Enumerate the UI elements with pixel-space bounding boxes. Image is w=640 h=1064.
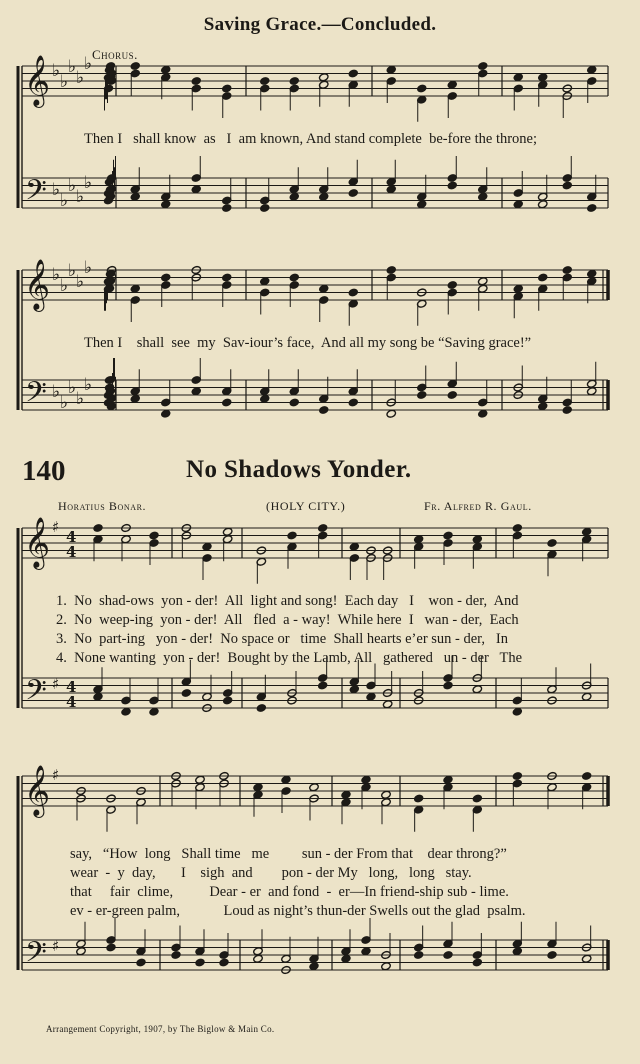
note-head <box>161 200 171 209</box>
chorus-lyric-line-1: Then I shall know as I am known, And stand complete be-fore the throne; <box>84 131 538 147</box>
note-head <box>161 273 171 282</box>
note-head <box>76 947 86 956</box>
note-head <box>547 950 557 959</box>
note-head <box>447 390 457 399</box>
note-head <box>348 288 358 297</box>
note-head <box>386 65 396 74</box>
note-head <box>587 269 597 278</box>
verse-4-line-2: ev - er-green palm, Loud as night’s thun-der Swells out the glad psalm. <box>70 903 526 919</box>
note-head <box>538 200 548 209</box>
note-head <box>381 962 391 971</box>
note-head <box>581 692 591 701</box>
note-head <box>260 394 270 403</box>
flat-icon: ♭ <box>68 176 77 196</box>
note-head <box>413 950 423 959</box>
note-head <box>562 405 572 414</box>
sharp-icon: ♯ <box>52 518 60 536</box>
note-head <box>202 542 212 551</box>
flat-icon: ♭ <box>52 382 61 402</box>
note-head <box>191 185 201 194</box>
note-head <box>413 794 423 803</box>
note-head <box>341 790 351 799</box>
note-head <box>413 535 423 544</box>
note-head <box>478 277 488 286</box>
note-head <box>222 696 232 705</box>
flat-icon: ♭ <box>68 57 77 77</box>
note-head <box>287 531 297 540</box>
note-head <box>130 192 140 201</box>
note-head <box>447 80 457 89</box>
note-head <box>538 73 548 82</box>
verse-1-line-2: say, “How long Shall time me sun - der From that dear throng?” <box>70 846 507 862</box>
verse-3-line-1: 3. No part-ing yon - der! No space or time Shall hearts e’er sun - der, In <box>56 631 509 647</box>
note-head <box>253 783 263 792</box>
note-head <box>181 688 191 697</box>
time-signature: 4 <box>66 678 77 696</box>
flat-icon: ♭ <box>60 191 69 211</box>
bass-clef-icon: 𝄢 <box>25 936 47 976</box>
note-head <box>260 76 270 85</box>
note-head <box>253 954 263 963</box>
note-head <box>106 943 116 952</box>
note-head <box>478 409 488 418</box>
note-head <box>417 84 427 93</box>
note-head <box>319 284 329 293</box>
note-head <box>130 394 140 403</box>
note-head <box>361 947 371 956</box>
note-head <box>309 962 319 971</box>
note-head <box>260 277 270 286</box>
note-head <box>319 73 329 82</box>
note-head <box>289 273 299 282</box>
note-head <box>478 192 488 201</box>
note-head <box>93 523 103 532</box>
note-head <box>443 681 453 690</box>
verse-4-line-1: 4. None wanting yon - der! Bought by the Lamb, All gathered un - der The <box>56 650 523 666</box>
note-head <box>386 409 396 418</box>
note-head <box>219 958 229 967</box>
note-head <box>361 775 371 784</box>
note-head <box>349 685 359 694</box>
note-head <box>149 707 159 716</box>
flat-icon: ♭ <box>76 389 85 409</box>
note-head <box>512 523 522 532</box>
note-head <box>443 775 453 784</box>
flat-icon: ♭ <box>76 68 85 88</box>
chorus-lyric-line-2: Then I shall see my Sav-iour’s face, And all my song be “Saving grace!” <box>84 335 532 351</box>
sharp-icon: ♯ <box>52 675 60 693</box>
note-head <box>381 790 391 799</box>
note-head <box>472 535 482 544</box>
flat-icon: ♭ <box>84 173 93 193</box>
note-head <box>319 192 329 201</box>
note-head <box>256 703 266 712</box>
bass-clef-icon: 𝄢 <box>25 674 47 714</box>
flat-icon: ♭ <box>76 272 85 292</box>
note-head <box>130 61 140 70</box>
note-head <box>478 61 488 70</box>
note-head <box>447 280 457 289</box>
note-head <box>472 958 482 967</box>
note-head <box>472 685 482 694</box>
note-head <box>472 794 482 803</box>
sharp-icon: ♯ <box>52 937 60 955</box>
flat-icon: ♭ <box>84 375 93 395</box>
hymn-title: No Shadows Yonder. <box>186 456 412 483</box>
note-head <box>191 387 201 396</box>
flat-icon: ♭ <box>60 276 69 296</box>
note-head <box>581 527 591 536</box>
hymn-number: 140 <box>22 455 66 487</box>
hymn-composer: Fr. Alfred R. Gaul. <box>424 499 532 513</box>
note-head <box>538 273 548 282</box>
note-head <box>547 538 557 547</box>
note-head <box>348 69 358 78</box>
bass-clef-icon: 𝄢 <box>25 376 47 416</box>
note-head <box>341 954 351 963</box>
note-head <box>93 692 103 701</box>
note-head <box>289 76 299 85</box>
note-head <box>289 398 299 407</box>
note-head <box>581 954 591 963</box>
note-head <box>348 398 358 407</box>
copyright-notice: Arrangement Copyright, 1907, by The Biglow & Main Co. <box>46 1024 275 1034</box>
note-head <box>195 958 205 967</box>
note-head <box>513 284 523 293</box>
note-head <box>161 65 171 74</box>
note-head <box>130 284 140 293</box>
note-head <box>562 181 572 190</box>
note-head <box>136 958 146 967</box>
note-head <box>348 188 358 197</box>
flat-icon: ♭ <box>60 72 69 92</box>
flat-icon: ♭ <box>52 265 61 285</box>
flat-icon: ♭ <box>52 61 61 81</box>
note-head <box>195 775 205 784</box>
verse-1-line-1: 1. No shad-ows yon - der! All light and song! Each day I won - der, And <box>56 593 519 609</box>
note-head <box>222 84 232 93</box>
note-head <box>382 700 392 709</box>
note-head <box>587 387 597 396</box>
note-head <box>222 203 232 212</box>
note-head <box>512 947 522 956</box>
flat-icon: ♭ <box>52 180 61 200</box>
flat-icon: ♭ <box>84 54 93 74</box>
note-head <box>447 181 457 190</box>
note-head <box>513 200 523 209</box>
note-head <box>260 203 270 212</box>
note-head <box>581 771 591 780</box>
treble-clef-icon: 𝄞 <box>24 765 51 816</box>
note-head <box>149 531 159 540</box>
time-signature: 4 <box>66 693 77 711</box>
note-head <box>443 950 453 959</box>
note-head <box>121 707 131 716</box>
verse-3-line-2: that fair clime, Dear - er and fond - er—In friend-ship sub - lime. <box>70 884 509 900</box>
verse-2-line-2: wear - y day, I sigh and pon - der My long, long stay. <box>70 865 472 881</box>
note-head <box>417 200 427 209</box>
note-head <box>319 405 329 414</box>
flat-icon: ♭ <box>76 187 85 207</box>
note-head <box>538 402 548 411</box>
note-head <box>281 775 291 784</box>
hymn-tune: (HOLY CITY.) <box>266 499 346 513</box>
note-head <box>349 542 359 551</box>
page-header-title: Saving Grace.—Concluded. <box>203 14 437 35</box>
note-head <box>222 273 232 282</box>
time-signature: 4 <box>66 543 77 561</box>
treble-clef-icon: 𝄞 <box>24 259 51 310</box>
note-head <box>587 203 597 212</box>
hymn-author: Horatius Bonar. <box>58 499 147 513</box>
sharp-icon: ♯ <box>52 766 60 784</box>
note-head <box>191 76 201 85</box>
note-head <box>366 692 376 701</box>
flat-icon: ♭ <box>60 393 69 413</box>
note-head <box>317 523 327 532</box>
note-head <box>512 707 522 716</box>
note-head <box>222 527 232 536</box>
verse-2-line-1: 2. No weep-ing yon - der! All fled a - way! While here I wan - der, Each <box>56 612 519 628</box>
note-head <box>222 398 232 407</box>
note-head <box>289 192 299 201</box>
note-head <box>171 950 181 959</box>
note-head <box>161 409 171 418</box>
note-head <box>587 65 597 74</box>
note-head <box>417 390 427 399</box>
treble-clef-icon: 𝄞 <box>24 517 51 568</box>
flat-icon: ♭ <box>84 258 93 278</box>
note-head <box>562 265 572 274</box>
bass-clef-icon: 𝄢 <box>25 174 47 214</box>
note-head <box>386 265 396 274</box>
note-head <box>443 531 453 540</box>
note-head <box>513 73 523 82</box>
note-head <box>309 783 319 792</box>
time-signature: 4 <box>66 528 77 546</box>
flat-icon: ♭ <box>68 261 77 281</box>
note-head <box>512 771 522 780</box>
flat-icon: ♭ <box>68 378 77 398</box>
treble-clef-icon: 𝄞 <box>24 55 51 106</box>
chorus-label: Chorus. <box>92 47 138 62</box>
note-head <box>386 185 396 194</box>
note-head <box>317 681 327 690</box>
